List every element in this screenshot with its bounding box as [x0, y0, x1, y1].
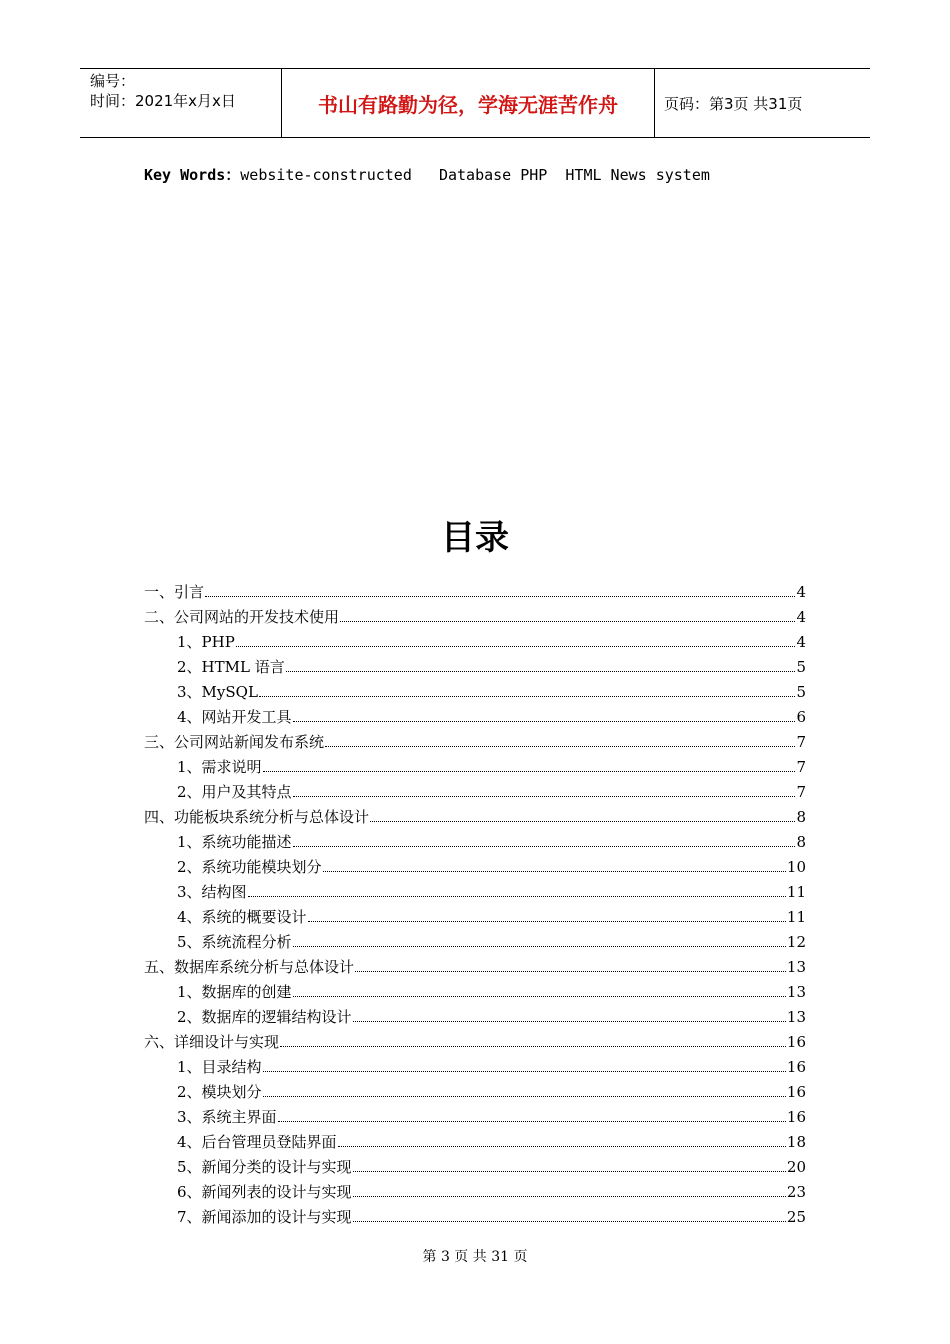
toc-entry-page: 13 [786, 983, 806, 1001]
header-motto: 书山有路勤为径，学海无涯苦作舟 [318, 92, 618, 117]
toc-entry-title: 四、功能板块系统分析与总体设计 [144, 808, 370, 826]
toc-dot-leader [263, 1071, 786, 1072]
toc-dot-leader [353, 1196, 786, 1197]
toc-dot-leader [280, 1046, 786, 1047]
toc-entry[interactable] [144, 1077, 806, 1102]
toc-entry-title: 4、后台管理员登陆界面 [177, 1133, 337, 1151]
toc-entry-page: 16 [786, 1058, 806, 1076]
toc-entry[interactable] [144, 677, 806, 702]
toc-entry-page: 4 [796, 583, 806, 601]
toc-dot-leader [293, 796, 796, 797]
toc-entry-page: 23 [786, 1183, 806, 1201]
toc-dot-leader [340, 621, 795, 622]
toc-entry[interactable] [144, 977, 806, 1002]
toc-entry-title: 7、新闻添加的设计与实现 [177, 1208, 352, 1226]
toc-entry-page: 5 [796, 658, 806, 676]
toc-entry[interactable] [144, 1027, 806, 1052]
toc-entry-title: 1、目录结构 [177, 1058, 262, 1076]
toc-entry[interactable] [144, 1002, 806, 1027]
toc-entry-page: 7 [796, 758, 806, 776]
toc-entry-page: 12 [786, 933, 806, 951]
toc-entry-title: 六、详细设计与实现 [144, 1033, 280, 1051]
toc-entry-title: 1、数据库的创建 [177, 983, 292, 1001]
toc-dot-leader [259, 696, 796, 697]
toc-dot-leader [308, 921, 786, 922]
toc-entry[interactable] [144, 1202, 806, 1227]
toc-entry-page: 8 [796, 833, 806, 851]
toc-entry-title: 5、系统流程分析 [177, 933, 292, 951]
toc-entry-page: 8 [796, 808, 806, 826]
toc-entry-title: 4、系统的概要设计 [177, 908, 307, 926]
toc-dot-leader [263, 771, 796, 772]
toc-dot-leader [325, 746, 795, 747]
toc-entry[interactable] [144, 877, 806, 902]
toc-entry[interactable] [144, 752, 806, 777]
toc-entry-title: 一、引言 [144, 583, 205, 601]
toc-entry[interactable] [144, 727, 806, 752]
toc-entry[interactable] [144, 627, 806, 652]
toc-dot-leader [293, 846, 796, 847]
header-divider [654, 69, 655, 137]
toc-dot-leader [323, 871, 786, 872]
toc-dot-leader [205, 596, 795, 597]
toc-entry-title: 2、HTML 语言 [177, 658, 285, 676]
toc-entry[interactable] [144, 852, 806, 877]
toc-entry-page: 16 [786, 1033, 806, 1051]
toc-dot-leader [338, 1146, 786, 1147]
toc-entry-title: 6、新闻列表的设计与实现 [177, 1183, 352, 1201]
toc-entry[interactable] [144, 952, 806, 977]
toc-dot-leader [286, 671, 796, 672]
toc-entry-page: 10 [786, 858, 806, 876]
toc-entry-title: 2、数据库的逻辑结构设计 [177, 1008, 352, 1026]
toc-entry-page: 5 [796, 683, 806, 701]
toc-entry-page: 20 [786, 1158, 806, 1176]
toc-entry[interactable] [144, 1152, 806, 1177]
toc-entry[interactable] [144, 802, 806, 827]
keywords-value: website-constructed Database PHP HTML News system [240, 166, 710, 184]
toc-entry-title: 三、公司网站新闻发布系统 [144, 733, 325, 751]
toc-dot-leader [353, 1221, 786, 1222]
toc-entry-title: 1、需求说明 [177, 758, 262, 776]
toc-entry-page: 16 [786, 1108, 806, 1126]
toc-entry-title: 3、MySQL [177, 683, 258, 701]
toc-entry-page: 18 [786, 1133, 806, 1151]
toc-entry-title: 2、系统功能模块划分 [177, 858, 322, 876]
toc-entry-title: 4、网站开发工具 [177, 708, 292, 726]
toc-entry[interactable] [144, 702, 806, 727]
toc-entry[interactable] [144, 777, 806, 802]
toc-entry-page: 7 [796, 783, 806, 801]
toc-entry[interactable] [144, 1177, 806, 1202]
toc-entry-title: 3、结构图 [177, 883, 247, 901]
time-label: 时间：2021年x月x日 [90, 92, 236, 110]
toc-entry-title: 2、模块划分 [177, 1083, 262, 1101]
toc-entry-page: 13 [786, 958, 806, 976]
toc-dot-leader [355, 971, 786, 972]
toc-entry[interactable] [144, 1052, 806, 1077]
toc-dot-leader [353, 1171, 786, 1172]
toc-entry-page: 6 [796, 708, 806, 726]
toc-dot-leader [278, 1121, 786, 1122]
toc-entry-title: 1、PHP [177, 633, 235, 651]
table-of-contents [144, 577, 806, 1227]
toc-entry-title: 1、系统功能描述 [177, 833, 292, 851]
toc-entry[interactable] [144, 827, 806, 852]
toc-dot-leader [293, 946, 786, 947]
keywords-line [144, 164, 710, 185]
page-header [80, 68, 870, 138]
toc-entry-title: 二、公司网站的开发技术使用 [144, 608, 340, 626]
toc-entry-page: 11 [786, 883, 806, 901]
toc-entry[interactable] [144, 1127, 806, 1152]
toc-dot-leader [353, 1021, 786, 1022]
toc-dot-leader [263, 1096, 786, 1097]
toc-entry[interactable] [144, 927, 806, 952]
toc-entry-title: 五、数据库系统分析与总体设计 [144, 958, 355, 976]
toc-entry-page: 11 [786, 908, 806, 926]
toc-entry[interactable] [144, 1102, 806, 1127]
toc-entry-page: 4 [796, 633, 806, 651]
toc-dot-leader [236, 646, 796, 647]
toc-dot-leader [370, 821, 795, 822]
keywords-label: Key Words： [144, 166, 241, 184]
toc-entry-page: 7 [796, 733, 806, 751]
page-footer: 第 3 页 共 31 页 [422, 1249, 528, 1265]
toc-entry-title: 5、新闻分类的设计与实现 [177, 1158, 352, 1176]
toc-entry[interactable] [144, 902, 806, 927]
number-label: 编号： [90, 72, 136, 90]
toc-dot-leader [293, 721, 796, 722]
toc-entry[interactable] [144, 652, 806, 677]
toc-entry-page: 13 [786, 1008, 806, 1026]
toc-entry-page: 16 [786, 1083, 806, 1101]
toc-dot-leader [248, 896, 786, 897]
toc-entry[interactable] [144, 602, 806, 627]
toc-entry-title: 2、用户及其特点 [177, 783, 292, 801]
header-meta [90, 71, 236, 111]
toc-entry-title: 3、系统主界面 [177, 1108, 277, 1126]
header-page-info: 页码：第3页 共31页 [664, 94, 803, 113]
toc-entry[interactable] [144, 577, 806, 602]
toc-entry-page: 4 [796, 608, 806, 626]
toc-entry-page: 25 [786, 1208, 806, 1226]
toc-dot-leader [293, 996, 786, 997]
toc-title: 目录 [441, 518, 509, 558]
